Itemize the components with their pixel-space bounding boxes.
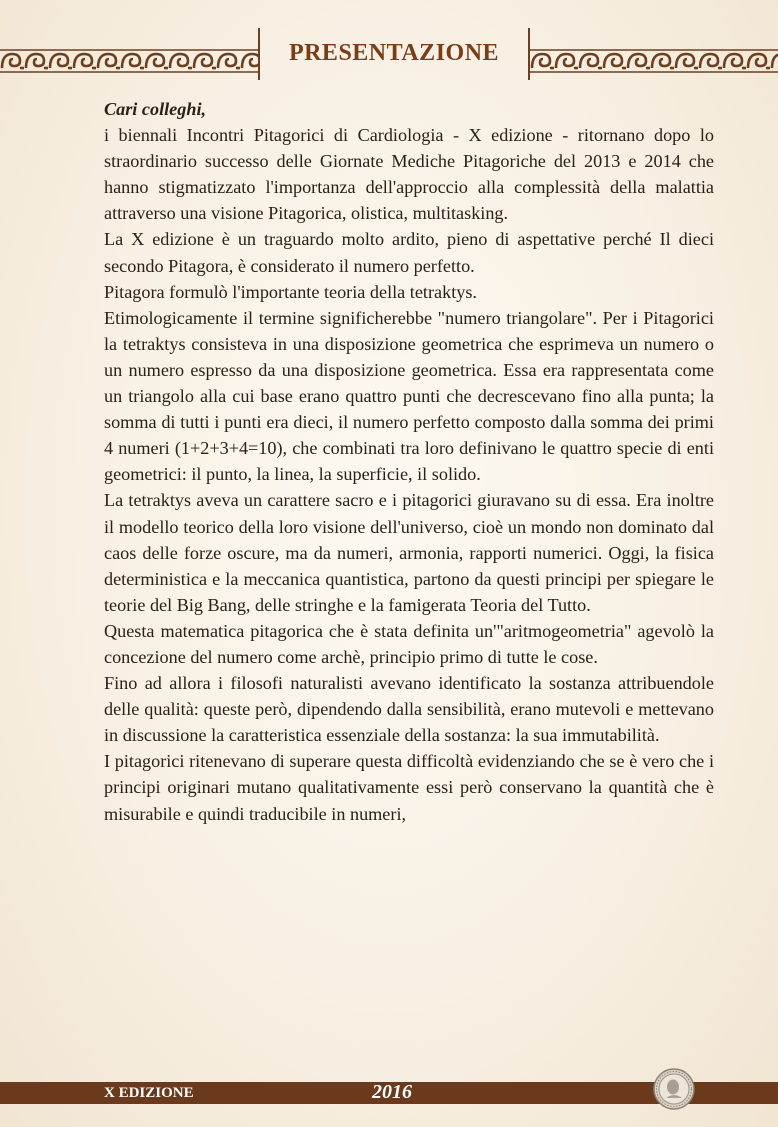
salutation: Cari colleghi, <box>104 99 207 119</box>
paragraph: i biennali Incontri Pitagorici di Cardiologia - X edizione - ritornano dopo lo straordinario successo delle Giornate Mediche Pitagoriche del 2013 e 2014 che hanno stigmatizzato l'importanza dell'approccio alla complessità della malattia attraverso una visione Pitagorica, olistica, multitasking. <box>104 125 714 224</box>
paragraph: La X edizione è un traguardo molto ardito, pieno di aspettative perché Il dieci secondo Pitagora, è considerato il numero perfetto. <box>104 229 714 276</box>
letter-body <box>104 96 714 827</box>
paragraph: Pitagora formulò l'importante teoria della tetraktys. <box>104 281 477 302</box>
paragraph: La tetraktys aveva un carattere sacro e i pitagorici giuravano su di essa. Era inoltre il modello teorico della loro visione dell'universo, cioè un mondo non dominato dal caos delle forze oscure, ma da numeri, armonia, rapporti numerici. Oggi, la fisica deterministica e la meccanica quantistica, partono da questi principi per spiegare le teorie del Big Bang, delle stringhe e la famigerata Teoria del Tutto. <box>104 490 714 615</box>
footer-edition: X EDIZIONE <box>104 1085 194 1101</box>
paragraph: Questa matematica pitagorica che è stata definita un'"aritmogeometria" agevolò la concezione del numero come archè, principio primo di tutte le cose. <box>104 620 714 667</box>
coin-seal-icon <box>653 1068 695 1110</box>
footer-year: 2016 <box>372 1081 412 1103</box>
page-title: PRESENTAZIONE <box>288 40 500 66</box>
paragraph: Etimologicamente il termine significherebbe "numero triangolare". Per i Pitagorici la tetraktys consisteva in una disposizione geometrica che esprimeva un numero o un numero espresso da una disposizione geometrica. Essa era rappresentata come un triangolo alla cui base erano quattro punti che decrescevano fino alla punta; la somma di tutti i punti era dieci, il numero perfetto composto dalla somma dei primi 4 numeri (1+2+3+4=10), che combinati tra loro definivano le quattro specie di enti geometrici: il punto, la linea, la superficie, il solido. <box>104 307 714 485</box>
greek-wave-border-left-icon <box>0 48 258 74</box>
page-header <box>0 28 778 82</box>
paragraph: I pitagorici ritenevano di superare questa difficoltà evidenziando che se è vero che i principi originari mutano qualitativamente essi però conservano la quantità che è misurabile e quindi traducibile in numeri, <box>104 751 714 824</box>
paragraph: Fino ad allora i filosofi naturalisti avevano identificato la sostanza attribuendole delle qualità: queste però, dipendendo dalla sensibilità, erano mutevoli e mettevano in discussione la caratteristica essenziale della sostanza: la sua immutabilità. <box>104 673 714 746</box>
greek-wave-border-right-icon <box>530 48 778 74</box>
